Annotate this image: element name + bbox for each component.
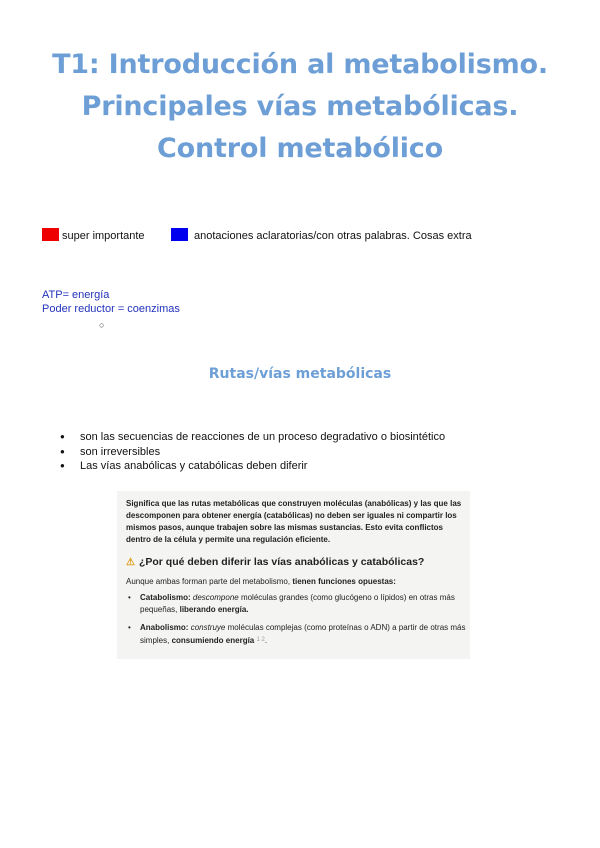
blue-swatch <box>171 228 188 241</box>
intro-bold: tienen funciones opuestas: <box>292 577 396 586</box>
excerpt-list <box>126 592 466 653</box>
list-item <box>126 592 466 616</box>
section-heading: Rutas/vías metabólicas <box>208 366 392 382</box>
empty-bullet-icon: ○ <box>99 320 105 330</box>
anabolismo-term: Anabolismo: <box>140 623 189 632</box>
list-item: ● son las secuencias de reacciones de un proceso degradativo o biosintético <box>60 430 445 445</box>
citation-marker: 1 2 <box>256 637 265 643</box>
note-reductor: Poder reductor = coenzimas <box>42 303 180 315</box>
catabolismo-bold: liberando energía. <box>179 605 249 614</box>
legend-item-notes <box>171 228 472 242</box>
excerpt-question <box>126 556 424 568</box>
list-item: ● son irreversibles <box>60 445 445 460</box>
bullet-list <box>60 430 445 474</box>
page-title: T1: Introducción al metabolismo. Principales vías metabólicas. Control metabólico <box>52 49 548 164</box>
note-atp: ATP= energía <box>42 289 110 301</box>
catabolismo-term: Catabolismo: <box>140 593 191 602</box>
question-text: ¿Por qué deben diferir las vías anabólicas y catabólicas? <box>138 556 425 568</box>
catabolismo-verb: descompone <box>192 593 239 602</box>
anabolismo-verb: construye <box>190 623 226 632</box>
excerpt-paragraph: Significa que las rutas metabólicas que construyen moléculas (anabólicas) y las que las descomponen para obtener energía (catabólicas) no deben ser iguales ni compartir los mismos pasos, aunque trabajen sobre las mismas sustancias. Esto evita conflictos dentro de la célula y permite una regulación eficiente. <box>126 499 462 544</box>
legend-label-notes: anotaciones aclaratorias/con otras palabras. Cosas extra <box>194 230 472 242</box>
anabolismo-text: moléculas complejas (como proteínas o ADN) a partir de otras más simples, <box>140 623 466 645</box>
list-item: ● Las vías anabólicas y catabólicas deben diferir <box>60 459 445 474</box>
legend-label-important: super importante <box>62 230 145 242</box>
catabolismo-text: moléculas grandes (como glucógeno o lípidos) en otras más pequeñas, <box>140 593 455 614</box>
notes-block <box>42 288 180 330</box>
period: . <box>264 636 268 645</box>
anabolismo-bold: consumiendo energía <box>171 636 255 645</box>
excerpt-intro <box>126 576 396 588</box>
list-item <box>126 622 466 647</box>
screenshot-excerpt <box>117 491 470 659</box>
red-swatch <box>42 228 59 241</box>
legend-item-important <box>42 228 145 242</box>
intro-text: Aunque ambas forman parte del metabolismo, <box>126 577 293 586</box>
warning-icon: ⚠ <box>126 557 135 568</box>
